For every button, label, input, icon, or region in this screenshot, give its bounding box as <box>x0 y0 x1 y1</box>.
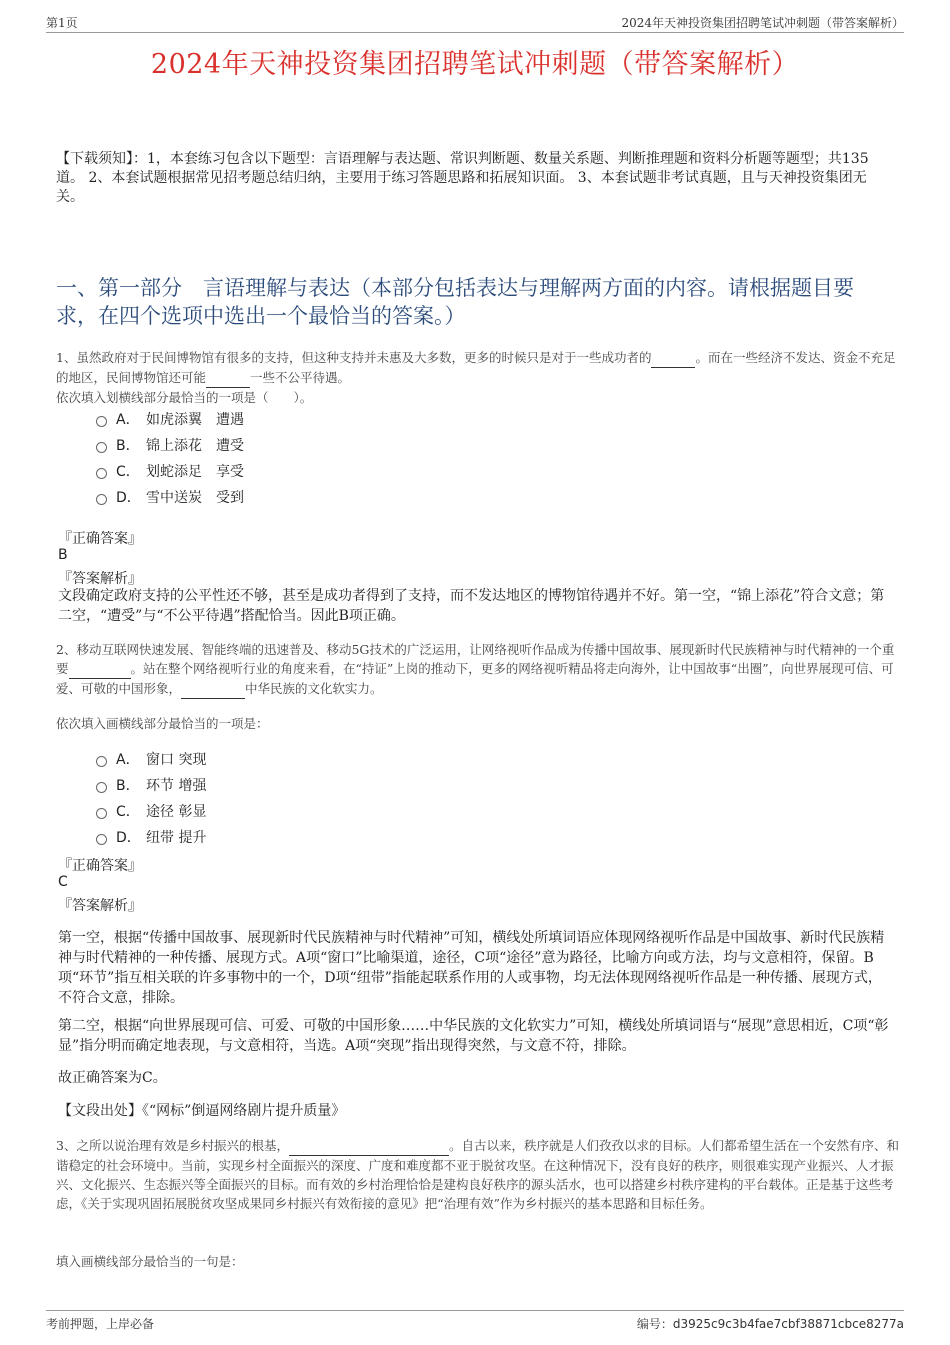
option-c[interactable]: C． 划蛇添足 享受 <box>96 458 244 484</box>
analysis-conclusion: 故正确答案为C。 <box>58 1070 167 1086</box>
header-doc-title: 2024年天神投资集团招聘笔试冲刺题（带答案解析） <box>621 16 904 30</box>
answer-blank <box>206 368 250 388</box>
document-code: 编号：d3925c9c3b4fae7cbf38871cbce8277a <box>636 1317 904 1331</box>
analysis-paragraph: 第二空，根据“向世界展现可信、可爱、可敬的中国形象……中华民族的文化软实力”可知，横线处所填词语与“展现”意思相近，C项“彰显”指分明而确定地表现，与文意相符，当选。A项“突现”指出现得突然，与文意不符，排除。 <box>58 1018 889 1054</box>
analysis-text: 文段确定政府支持的公平性还不够，甚至是成功者得到了支持，而不发达地区的博物馆待遇并不好。第一空，“锦上添花”符合文意；第二空，“遭受”与“不公平待遇”搭配恰当。因此B项正确。 <box>58 588 885 624</box>
question-3: 3、之所以说治理有效是乡村振兴的根基， 。自古以来，秩序就是人们孜孜以求的目标。人们都希望生活在一个安然有序、和谐稳定的社会环境中。当前，实现乡村全面振兴的深度、广度和难度都不亚于脱贫攻坚。在这种情况下，没有良好的秩序，则很难实现产业振兴、人才振兴、文化振兴、生态振兴等全面振兴的目标。而有效的乡村治理恰恰是建构良好秩序的源头活水，也可以搭建乡村秩序建构的平台载体。正是基于这些考虑，《关于实现巩固拓展脱贫攻坚成果同乡村振兴有效衔接的意见》把“治理有效”作为乡村振兴的基本思路和目标任务。 <box>56 1138 899 1211</box>
correct-answer: C <box>58 874 68 890</box>
analysis-paragraph: 第一空，根据“传播中国故事、展现新时代民族精神与时代精神”可知，横线处所填词语应体现网络视听作品是中国故事、新时代民族精神与时代精神的一种传播、展现方式。A项“窗口”比喻渠道，途径，C项“途径”意为路径，比喻方向或方法，均与文意相符，保留。B项“环节”指互相关联的许多事物中的一个，D项“纽带”指能起联系作用的人或事物，均无法体现网络视听作品是一种传播、展现方式，不符合文意，排除。 <box>58 930 885 1006</box>
question-2: 2、移动互联网快速发展、智能终端的迅速普及、移动5G技术的广泛运用，让网络视听作品成为传播中国故事、展现新时代民族精神与时代精神的一个重要 。站在整个网络视听行业的角度来看，在“持证”上岗的推动下，更多的网络视听精品将走向海外，让中国故事“出圈”，向世界展现可信、可爱、可敬的中国形象， 中华民族的文化软实力。 <box>56 640 902 699</box>
option-d[interactable]: D． 纽带 提升 <box>96 824 206 850</box>
radio-button[interactable] <box>96 834 107 845</box>
option-b[interactable]: B． 环节 增强 <box>96 772 206 798</box>
download-notice: 【下载须知】：1，本套练习包含以下题型：言语理解与表达题、常识判断题、数量关系题、判断推理题和资料分析题等题型；共135道。 2、本套试题根据常见招考题总结归纳，主要用于练习答题思路和拓展知识面。 3、本套试题非考试真题，且与天神投资集团无关。 <box>56 151 869 205</box>
answer-blank <box>289 1136 449 1156</box>
option-c[interactable]: C． 途径 彰显 <box>96 798 206 824</box>
page-title: 2024年天神投资集团招聘笔试冲刺题（带答案解析） <box>150 49 800 80</box>
analysis-label: 『答案解析』 <box>58 898 142 914</box>
question-prompt: 依次填入画横线部分最恰当的一项是： <box>56 716 269 731</box>
radio-button[interactable] <box>96 494 107 505</box>
options-list <box>96 406 244 510</box>
section-title: 一、第一部分 言语理解与表达（本部分包括表达与理解两方面的内容。请根据题目要求，在四个选项中选出一个最恰当的答案。） <box>56 276 854 328</box>
answer-blank <box>181 679 245 699</box>
radio-button[interactable] <box>96 468 107 479</box>
options-list <box>96 746 206 850</box>
radio-button[interactable] <box>96 442 107 453</box>
footer-slogan: 考前押题，上岸必备 <box>46 1317 155 1331</box>
radio-button[interactable] <box>96 782 107 793</box>
question-1: 1、虽然政府对于民间博物馆有很多的支持，但这种支持并未惠及大多数，更多的时候只是对于一些成功者的 。而在一些经济不发达、资金不充足的地区，民间博物馆还可能 一些不公平待遇。 依次填入划横线部分最恰当的一项是（ ）。 <box>56 350 896 405</box>
correct-answer-label: 『正确答案』 <box>58 531 142 547</box>
option-a[interactable]: A． 如虎添翼 遭遇 <box>96 406 244 432</box>
radio-button[interactable] <box>96 416 107 427</box>
page-header <box>46 12 904 33</box>
option-b[interactable]: B． 锦上添花 遭受 <box>96 432 244 458</box>
option-d[interactable]: D． 雪中送炭 受到 <box>96 484 244 510</box>
question-prompt: 依次填入划横线部分最恰当的一项是（ ）。 <box>56 390 313 405</box>
source-citation: 【文段出处】《“网标”倒逼网络剧片提升质量》 <box>58 1103 346 1119</box>
correct-answer: B <box>58 547 68 563</box>
page-number: 第1页 <box>46 16 78 30</box>
answer-blank <box>69 659 131 679</box>
radio-button[interactable] <box>96 756 107 767</box>
radio-button[interactable] <box>96 808 107 819</box>
page-footer <box>46 1310 904 1333</box>
correct-answer-label: 『正确答案』 <box>58 858 142 874</box>
question-prompt: 填入画横线部分最恰当的一句是： <box>56 1254 244 1269</box>
analysis-label: 『答案解析』 <box>58 571 142 587</box>
answer-blank <box>651 348 695 368</box>
option-a[interactable]: A． 窗口 突现 <box>96 746 206 772</box>
